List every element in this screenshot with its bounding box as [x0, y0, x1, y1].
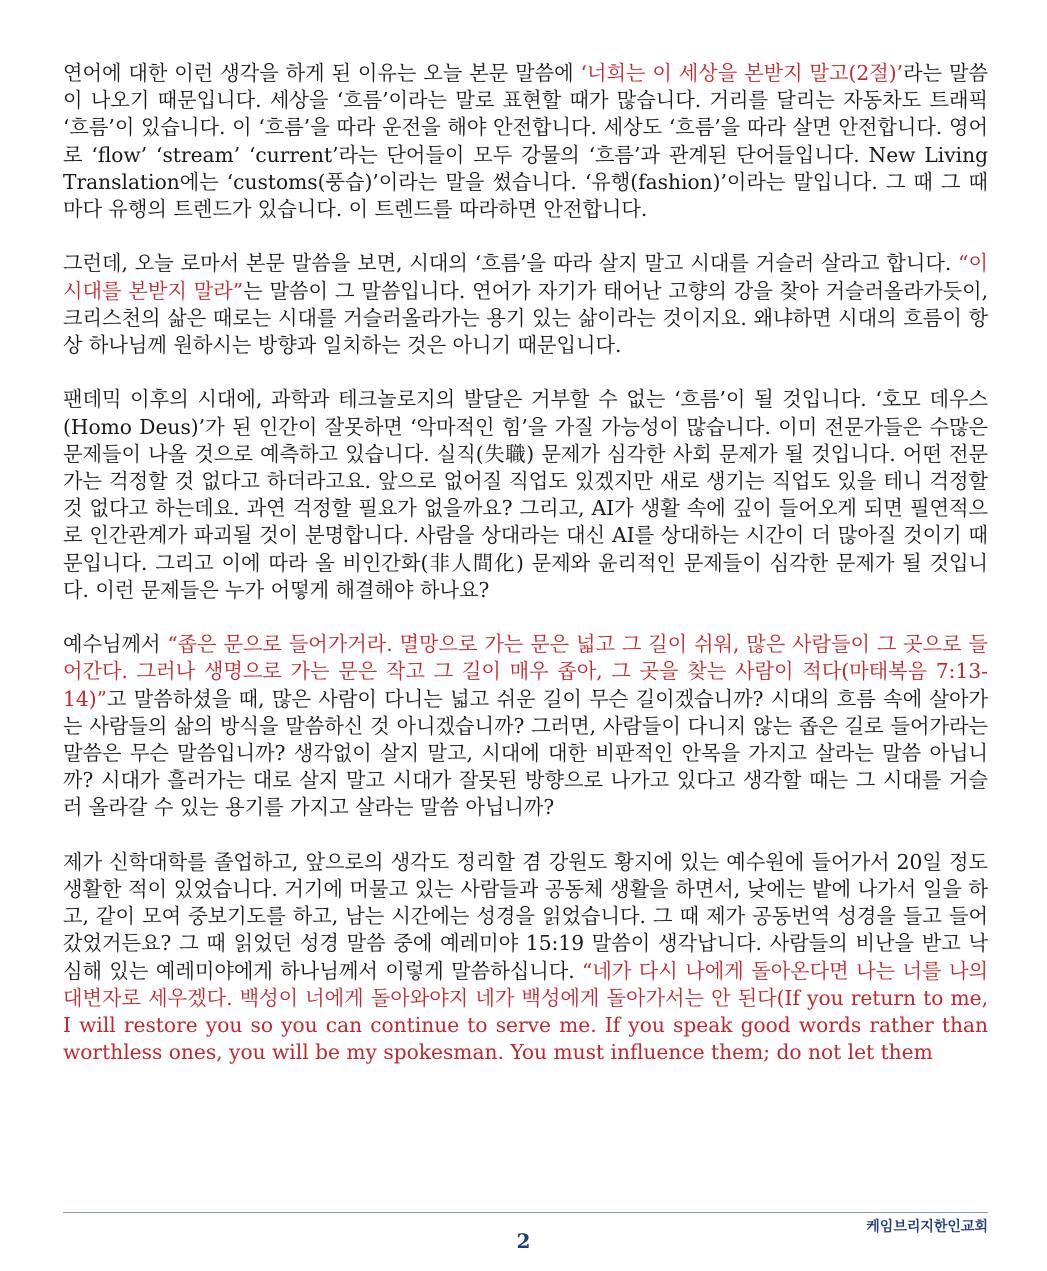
scripture-quote: “이 시대를 본받지 말라”	[63, 251, 988, 303]
scripture-quote: ‘너희는 이 세상을 본받지 말고(2절)’	[580, 61, 904, 85]
paragraph-text: 라는 말씀이 나오기 때문입니다. 세상을 ‘흐름’이라는 말로 표현할 때가 많습니다. 거리를 달리는 자동차도 트래픽 ‘흐름’이 있습니다. 이 ‘흐름’을 따라 운전을 해야 안전합니다. 세상도 ‘흐름’을 따라 살면 안전합니다. 영어로 ‘flow’ ‘stream’ ‘current’라는 단어들이 모두 강물의 ‘흐름’과 관계된 단어들입니다. New Living Translation에는 ‘customs(풍습)’이라는 말을 썼습니다. ‘유행(fashion)’이라는 말입니다. 그 때 그 때마다 유행의 트렌드가 있습니다. 이 트렌드를 따라하면 안전합니다.	[63, 61, 988, 222]
paragraph	[63, 631, 988, 821]
paragraph	[63, 250, 988, 359]
paragraph-text: 고 말씀하셨을 때, 많은 사람이 다니는 넓고 쉬운 길이 무슨 길이겠습니까? 시대의 흐름 속에 살아가는 사람들의 삶의 방식을 말씀하신 것 아니겠습니까? 그러면, 사람들이 다니지 않는 좁은 길로 들어가라는 말씀은 무슨 말씀입니까? 생각없이 살지 말고, 시대에 대한 비판적인 안목을 가지고 살라는 말씀 아닙니까? 시대가 흘러가는 대로 살지 말고 시대가 잘못된 방향으로 나가고 있다고 생각할 때는 그 시대를 거슬러 올라갈 수 있는 용기를 가지고 살라는 말씀 아닙니까?	[63, 686, 988, 820]
paragraph-text: 연어에 대한 이런 생각을 하게 된 이유는 오늘 본문 말씀에	[63, 61, 581, 85]
scripture-quote: “좁은 문으로 들어가거라. 멸망으로 가는 문은 넓고 그 길이 쉬워, 많은 사람들이 그 곳으로 들어간다. 그러나 생명으로 가는 문은 작고 그 길이 매우 좁아, 그 곳을 찾는 사람이 적다(마태복음 7:13-14)”	[63, 632, 988, 711]
paragraph	[63, 386, 988, 604]
page-number: 2	[516, 1229, 531, 1253]
paragraph-text: 그런데, 오늘 로마서 본문 말씀을 보면, 시대의 ‘흐름’을 따라 살지 말고 시대를 거슬러 살라고 합니다.	[63, 251, 959, 276]
paragraph-text: 제가 신학대학를 졸업하고, 앞으로의 생각도 정리할 겸 강원도 황지에 있는 예수원에 들어가서 20일 정도 생활한 적이 있었습니다. 거기에 머물고 있는 사람들과 공동체 생활을 하면서, 낮에는 밭에 나가서 일을 하고, 같이 모여 중보기도를 하고, 남는 시간에는 성경을 읽었습니다. 그 때 제가 공동번역 성경을 들고 들어갔었거든요? 그 때 읽었던 성경 말씀 중에 예레미야 15:19 말씀이 생각납니다. 사람들의 비난을 받고 낙심해 있는 예레미야에게 하나님께서 이렇게 말씀하십니다.	[63, 849, 988, 983]
paragraph-text: 팬데믹 이후의 시대에, 과학과 테크놀로지의 발달은 거부할 수 없는 ‘흐름’이 될 것입니다. ‘호모 데우스(Homo Deus)’가 된 인간이 잘못하면 ‘악마적인 힘’을 가질 가능성이 많습니다. 이미 전문가들은 수많은 문제들이 나올 것으로 예측하고 있습니다. 실직(失職) 문제가 심각한 사회 문제가 될 것입니다. 어떤 전문가는 걱정할 것 없다고 하더라고요. 앞으로 없어질 직업도 있겠지만 새로 생기는 직업도 있을 테니 걱정할 것 없다고 하는데요. 과연 걱정할 필요가 없을까요? 그리고, AI가 생활 속에 깊이 들어오게 되면 필연적으로 인간관계가 파괴될 것이 분명합니다. 사람을 상대라는 대신 AI를 상대하는 시간이 더 많아질 것이기 때문입니다. 그리고 이에 따라 올 비인간화(非人間化) 문제와 윤리적인 문제들이 심각한 문제가 될 것입니다. 이런 문제들은 누가 어떻게 해결해야 하나요?	[63, 387, 988, 602]
paragraph	[63, 849, 988, 1067]
footer-rule	[63, 1212, 988, 1213]
scripture-quote: “네가 다시 나에게 돌아온다면 나는 너를 나의 대변자로 세우겠다. 백성이 너에게 돌아와야지 네가 백성에게 돌아가서는 안 된다(If you return to me, I will restore you so you can continue to serve me. If you speak good words rather than worthless ones, you will be my spokesman. You must influence them; do not let them	[63, 958, 988, 1065]
church-name: 케임브리지한인교회	[866, 1219, 988, 1235]
paragraph-text: 예수님께서	[63, 632, 168, 657]
sermon-body	[63, 60, 988, 1094]
paragraph-text: 는 말씀이 그 말씀입니다. 연어가 자기가 태어난 고향의 강을 찾아 거슬러올라가듯이, 크리스천의 삶은 때로는 시대를 거슬러올라가는 용기 있는 삶이라는 것이지요. 왜냐하면 시대의 흐름이 항상 하나님께 원하시는 방향과 일치하는 것은 아니기 때문입니다.	[63, 278, 989, 358]
paragraph	[63, 60, 988, 223]
